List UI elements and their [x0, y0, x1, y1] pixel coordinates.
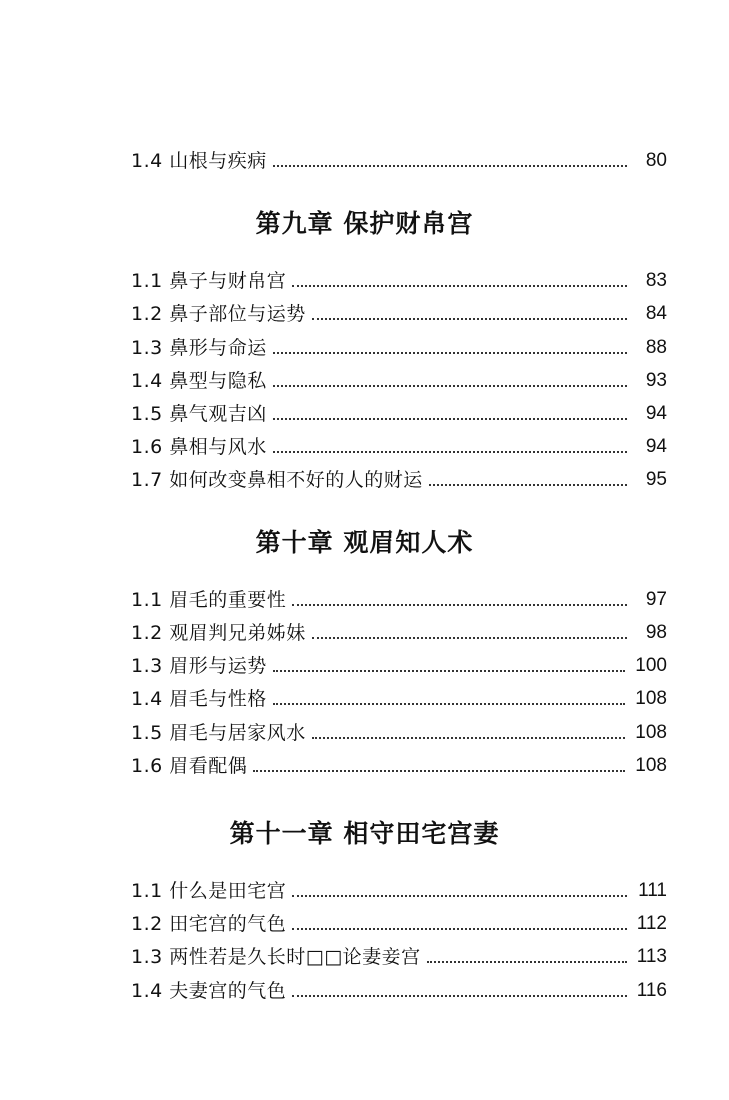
dot-leader	[312, 318, 627, 320]
dot-leader	[253, 770, 625, 772]
dot-leader	[312, 637, 627, 639]
toc-entry-page: 108	[635, 722, 667, 743]
toc-entry-page: 97	[645, 589, 667, 610]
toc-entry-page: 93	[645, 370, 667, 391]
dot-leader	[273, 703, 626, 705]
toc-entry-title: 1.5 鼻气观吉凶	[131, 403, 267, 425]
toc-entry-page: 100	[635, 655, 667, 676]
dot-leader	[292, 895, 627, 897]
toc-entry-page: 94	[645, 436, 667, 457]
toc-entry	[131, 714, 667, 744]
dot-leader	[273, 670, 626, 672]
chapter-heading: 第十章 观眉知人术	[255, 528, 474, 557]
toc-entry-title: 1.6 眉看配偶	[131, 755, 248, 777]
toc-entry-title: 1.4 山根与疾病	[131, 150, 267, 172]
toc-entry-page: 111	[638, 880, 667, 901]
toc-entry-page: 84	[645, 303, 667, 324]
toc-entry	[131, 972, 667, 1002]
toc-entry-title: 1.3 眉形与运势	[131, 655, 267, 677]
toc-entry	[131, 614, 667, 644]
toc-entry	[131, 938, 667, 968]
toc-entry-title: 1.3 鼻形与命运	[131, 337, 267, 359]
toc-entry	[131, 905, 667, 935]
toc-entry-page: 94	[645, 403, 667, 424]
toc-entry	[131, 680, 667, 710]
dot-leader	[292, 995, 626, 997]
toc-entry-page: 112	[636, 913, 667, 934]
toc-entry	[131, 262, 667, 292]
toc-entry	[131, 329, 667, 359]
toc-entry-title: 1.3 两性若是久长时□□论妻妾宫	[131, 946, 421, 968]
toc-entry-title: 1.2 观眉判兄弟姊妹	[131, 622, 306, 644]
toc-entry-page: 113	[636, 946, 667, 967]
toc-entry-page: 88	[645, 337, 667, 358]
dot-leader	[292, 928, 626, 930]
toc-entry-page: 95	[645, 469, 667, 490]
toc-entry	[131, 647, 667, 677]
toc-entry-page: 116	[636, 980, 667, 1001]
toc-entry	[131, 872, 667, 902]
toc-entry-title: 1.4 眉毛与性格	[131, 688, 267, 710]
toc-entry	[131, 461, 667, 491]
toc-entry-page: 98	[645, 622, 667, 643]
toc-entry	[131, 362, 667, 392]
dot-leader	[427, 961, 627, 963]
dot-leader	[273, 165, 627, 167]
dot-leader	[292, 285, 627, 287]
chapter-heading: 第九章 保护财帛宫	[255, 209, 474, 238]
chapter-heading: 第十一章 相守田宅宫妻	[229, 819, 500, 848]
dot-leader	[273, 418, 627, 420]
toc-entry-title: 1.2 鼻子部位与运势	[131, 303, 306, 325]
toc-entry	[131, 581, 667, 611]
toc-entry-title: 1.5 眉毛与居家风水	[131, 722, 306, 744]
toc-entry	[131, 295, 667, 325]
toc-entry-page: 108	[635, 688, 667, 709]
toc-entry	[131, 428, 667, 458]
dot-leader	[273, 352, 627, 354]
toc-entry-title: 1.4 鼻型与隐私	[131, 370, 267, 392]
toc-entry-title: 1.1 什么是田宅宫	[131, 880, 287, 902]
dot-leader	[292, 604, 627, 606]
toc-entry-page: 108	[635, 755, 667, 776]
toc-entry-title: 1.6 鼻相与风水	[131, 436, 267, 458]
toc-entry-title: 1.2 田宅宫的气色	[131, 913, 287, 935]
toc-entry-title: 1.1 鼻子与财帛宫	[131, 270, 287, 292]
dot-leader	[273, 385, 627, 387]
dot-leader	[312, 737, 626, 739]
toc-entry	[131, 747, 667, 777]
toc-entry-page: 80	[645, 150, 667, 171]
toc-entry	[131, 142, 667, 172]
dot-leader	[273, 451, 627, 453]
toc-entry-title: 1.7 如何改变鼻相不好的人的财运	[131, 469, 423, 491]
toc-entry-page: 83	[645, 270, 667, 291]
dot-leader	[429, 484, 627, 486]
toc-entry-title: 1.4 夫妻宫的气色	[131, 980, 287, 1002]
toc-entry-title: 1.1 眉毛的重要性	[131, 589, 287, 611]
toc-entry	[131, 395, 667, 425]
